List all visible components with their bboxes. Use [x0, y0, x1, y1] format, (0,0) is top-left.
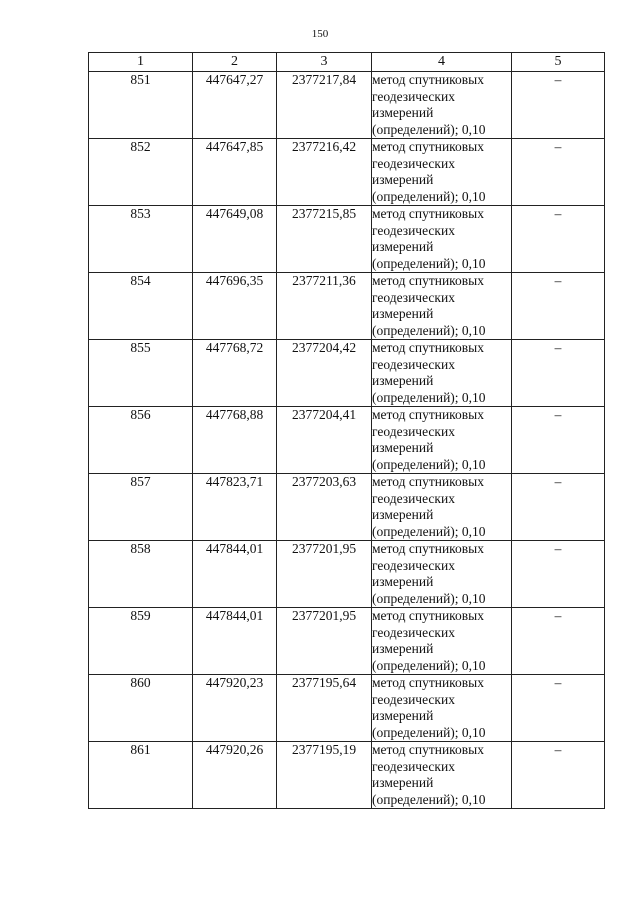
method-line: измерений — [372, 306, 434, 321]
coordinates-table — [88, 52, 605, 809]
table-row — [89, 608, 605, 675]
method-line: метод спутниковых — [372, 608, 484, 623]
column-header-2: 2 — [193, 53, 277, 72]
point-number-cell: 857 — [89, 474, 193, 541]
note-cell: – — [512, 72, 605, 139]
method-line: метод спутниковых — [372, 675, 484, 690]
y-coordinate-cell: 2377201,95 — [277, 541, 372, 608]
y-coordinate-cell: 2377215,85 — [277, 206, 372, 273]
method-line: измерений — [372, 105, 434, 120]
point-number-cell: 851 — [89, 72, 193, 139]
note-cell: – — [512, 541, 605, 608]
method-line: (определений); 0,10 — [372, 590, 486, 606]
column-header-5: 5 — [512, 53, 605, 72]
note-cell: – — [512, 273, 605, 340]
point-number-cell: 858 — [89, 541, 193, 608]
method-cell — [372, 72, 512, 139]
method-line: (определений); 0,10 — [372, 255, 486, 271]
method-line: метод спутниковых — [372, 273, 484, 288]
method-line: метод спутниковых — [372, 474, 484, 489]
table-row — [89, 72, 605, 139]
method-line: (определений); 0,10 — [372, 389, 486, 405]
table-row — [89, 474, 605, 541]
method-line: измерений — [372, 239, 434, 254]
method-line: геодезических — [372, 356, 455, 372]
note-cell: – — [512, 474, 605, 541]
y-coordinate-cell: 2377203,63 — [277, 474, 372, 541]
method-line: (определений); 0,10 — [372, 523, 486, 539]
method-line: измерений — [372, 641, 434, 656]
point-number-cell: 852 — [89, 139, 193, 206]
note-cell: – — [512, 139, 605, 206]
column-header-4: 4 — [372, 53, 512, 72]
method-line: (определений); 0,10 — [372, 188, 486, 204]
method-line: метод спутниковых — [372, 407, 484, 422]
method-line: измерений — [372, 574, 434, 589]
method-line: метод спутниковых — [372, 72, 484, 87]
x-coordinate-cell: 447647,27 — [193, 72, 277, 139]
method-line: метод спутниковых — [372, 742, 484, 757]
point-number-cell: 860 — [89, 675, 193, 742]
y-coordinate-cell: 2377217,84 — [277, 72, 372, 139]
method-line: геодезических — [372, 557, 455, 573]
method-line: измерений — [372, 708, 434, 723]
method-cell — [372, 139, 512, 206]
y-coordinate-cell: 2377204,41 — [277, 407, 372, 474]
method-line: (определений); 0,10 — [372, 657, 486, 673]
method-line: (определений); 0,10 — [372, 121, 486, 137]
method-line: геодезических — [372, 423, 455, 439]
method-line: измерений — [372, 373, 434, 388]
table-row — [89, 742, 605, 809]
column-header-3: 3 — [277, 53, 372, 72]
method-line: геодезических — [372, 490, 455, 506]
y-coordinate-cell: 2377195,19 — [277, 742, 372, 809]
y-coordinate-cell: 2377204,42 — [277, 340, 372, 407]
method-cell — [372, 541, 512, 608]
method-line: метод спутниковых — [372, 340, 484, 355]
point-number-cell: 854 — [89, 273, 193, 340]
method-line: измерений — [372, 172, 434, 187]
table-row — [89, 273, 605, 340]
x-coordinate-cell: 447920,26 — [193, 742, 277, 809]
note-cell: – — [512, 407, 605, 474]
x-coordinate-cell: 447696,35 — [193, 273, 277, 340]
method-line: метод спутниковых — [372, 206, 484, 221]
method-line: измерений — [372, 507, 434, 522]
table-body — [89, 72, 605, 809]
page-number: 150 — [311, 28, 329, 40]
table-row — [89, 206, 605, 273]
point-number-cell: 861 — [89, 742, 193, 809]
x-coordinate-cell: 447649,08 — [193, 206, 277, 273]
method-cell — [372, 340, 512, 407]
y-coordinate-cell: 2377216,42 — [277, 139, 372, 206]
method-cell — [372, 675, 512, 742]
method-line: (определений); 0,10 — [372, 724, 486, 740]
y-coordinate-cell: 2377201,95 — [277, 608, 372, 675]
method-cell — [372, 206, 512, 273]
point-number-cell: 859 — [89, 608, 193, 675]
method-line: (определений); 0,10 — [372, 791, 486, 807]
method-line: геодезических — [372, 289, 455, 305]
method-line: геодезических — [372, 155, 455, 171]
x-coordinate-cell: 447768,88 — [193, 407, 277, 474]
x-coordinate-cell: 447768,72 — [193, 340, 277, 407]
table-row — [89, 675, 605, 742]
method-line: измерений — [372, 775, 434, 790]
method-cell — [372, 273, 512, 340]
point-number-cell: 856 — [89, 407, 193, 474]
method-line: геодезических — [372, 624, 455, 640]
table-row — [89, 407, 605, 474]
method-line: (определений); 0,10 — [372, 322, 486, 338]
point-number-cell: 855 — [89, 340, 193, 407]
table-row — [89, 139, 605, 206]
y-coordinate-cell: 2377195,64 — [277, 675, 372, 742]
method-line: (определений); 0,10 — [372, 456, 486, 472]
method-line: геодезических — [372, 88, 455, 104]
method-line: геодезических — [372, 222, 455, 238]
note-cell: – — [512, 206, 605, 273]
method-cell — [372, 742, 512, 809]
method-line: метод спутниковых — [372, 541, 484, 556]
table-header-row — [89, 53, 605, 72]
note-cell: – — [512, 340, 605, 407]
method-cell — [372, 608, 512, 675]
note-cell: – — [512, 742, 605, 809]
method-line: измерений — [372, 440, 434, 455]
table-row — [89, 340, 605, 407]
method-cell — [372, 474, 512, 541]
method-line: геодезических — [372, 758, 455, 774]
method-line: метод спутниковых — [372, 139, 484, 154]
point-number-cell: 853 — [89, 206, 193, 273]
note-cell: – — [512, 675, 605, 742]
x-coordinate-cell: 447823,71 — [193, 474, 277, 541]
x-coordinate-cell: 447844,01 — [193, 608, 277, 675]
x-coordinate-cell: 447920,23 — [193, 675, 277, 742]
method-cell — [372, 407, 512, 474]
column-header-1: 1 — [89, 53, 193, 72]
x-coordinate-cell: 447844,01 — [193, 541, 277, 608]
y-coordinate-cell: 2377211,36 — [277, 273, 372, 340]
method-line: геодезических — [372, 691, 455, 707]
table-row — [89, 541, 605, 608]
note-cell: – — [512, 608, 605, 675]
x-coordinate-cell: 447647,85 — [193, 139, 277, 206]
